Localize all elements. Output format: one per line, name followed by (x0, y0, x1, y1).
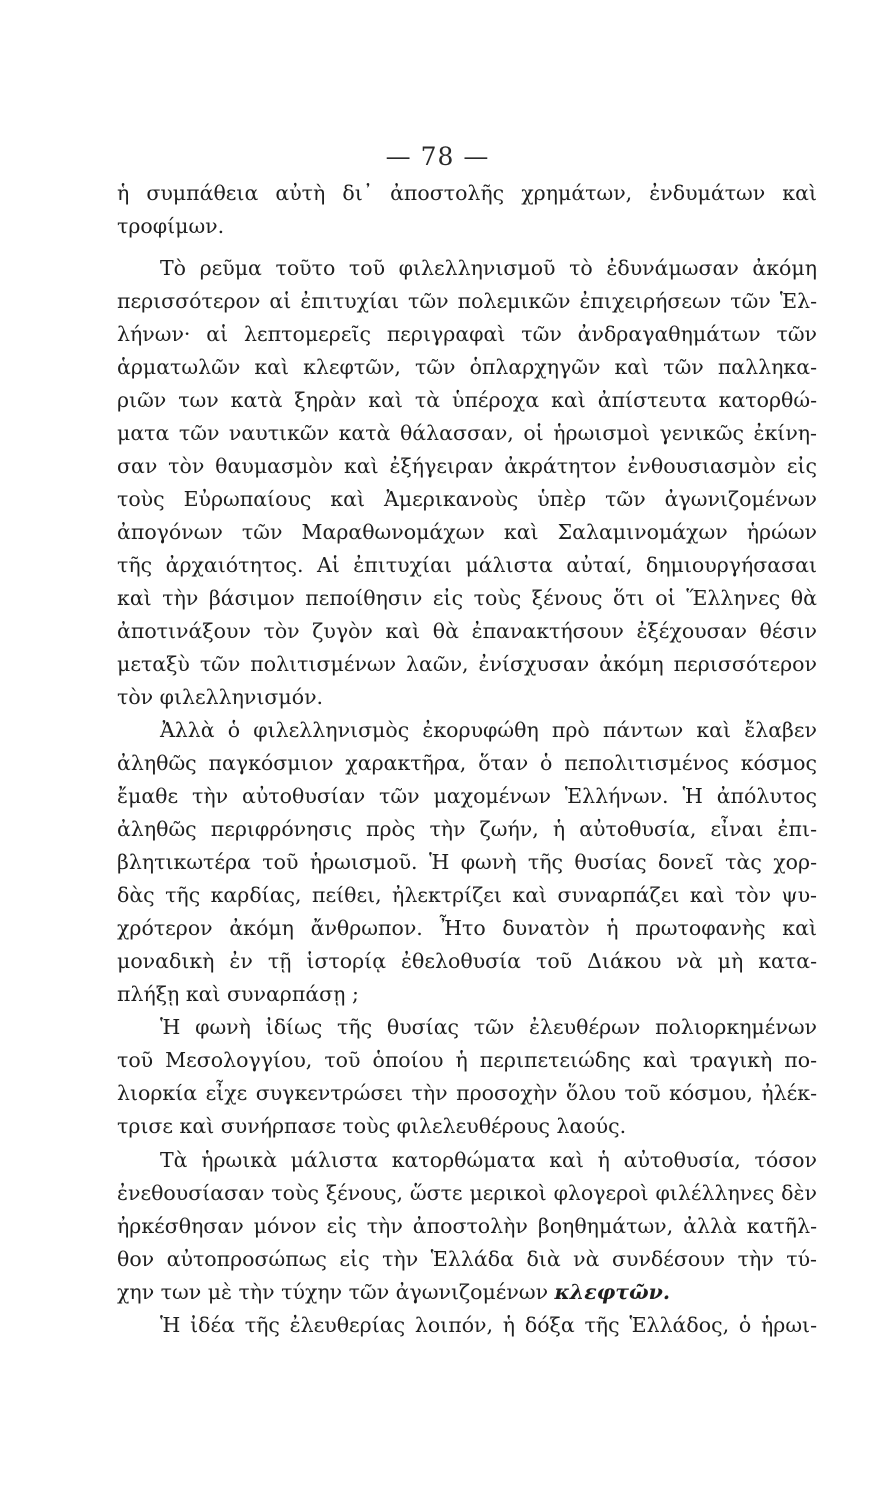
text-line: περισσότερον αἱ ἐπιτυχίαι τῶν πολεμικῶν ἐπιχειρήσεων τῶν Ἑλ- (117, 289, 817, 313)
text-line: ἀληθῶς παγκόσμιον χαρακτῆρα, ὅταν ὁ πεπολιτισμένος κόσμος (117, 751, 817, 775)
text-line-with-emphasis (117, 1282, 817, 1303)
text-line: τῆς ἀρχαιότητος. Αἱ ἐπιτυχίαι μάλιστα αὐταί, δημιουργήσασαι (117, 553, 817, 577)
paragraph-start-line: Τὰ ἡρωικὰ μάλιστα κατορθώματα καὶ ἡ αὐτοθυσία, τόσον (160, 1148, 817, 1172)
text-line: ἐνεθουσίασαν τοὺς ξένους, ὥστε μερικοὶ φλογεροὶ φιλέλληνες δὲν (117, 1181, 817, 1205)
text-line: καὶ τὴν βάσιμον πεποίθησιν εἰς τοὺς ξένους ὅτι οἱ Ἕλληνες θὰ (117, 586, 817, 610)
text-line: σαν τὸν θαυμασμὸν καὶ ἐξήγειραν ἀκράτητον ἐνθουσιασμὸν εἰς (117, 454, 817, 478)
emphasized-word: κλεφτῶν. (554, 1280, 670, 1304)
text-line: τὸν φιλελληνισμόν. (117, 685, 324, 709)
text-line: ἀπογόνων τῶν Μαραθωνομάχων καὶ Σαλαμινομάχων ἡρώων (117, 520, 817, 544)
text-line: ἡ συμπάθεια αὐτὴ δι᾽ ἀποστολῆς χρημάτων, ἐνδυμάτων καὶ (117, 181, 817, 205)
paragraph-start-line: Ἡ ἰδέα τῆς ἐλευθερίας λοιπόν, ἡ δόξα τῆς Ἑλλάδος, ὁ ἡρωι- (160, 1313, 817, 1337)
paragraph-start-line: Ἀλλὰ ὁ φιλελληνισμὸς ἐκορυφώθη πρὸ πάντων καὶ ἔλαβεν (160, 718, 817, 742)
text-line: ἠρκέσθησαν μόνον εἰς τὴν ἀποστολὴν βοηθημάτων, ἀλλὰ κατῆλ- (117, 1214, 817, 1238)
text-line: τροφίμων. (117, 214, 225, 238)
text-line: λιορκία εἶχε συγκεντρώσει τὴν προσοχὴν ὅλου τοῦ κόσμου, ἠλέκ- (117, 1081, 817, 1105)
text-span: χην των μὲ τὴν τύχην τῶν ἀγωνιζομένων (117, 1280, 555, 1304)
page-number: — 78 — (385, 142, 490, 171)
text-line: ἁρματωλῶν καὶ κλεφτῶν, τῶν ὁπλαρχηγῶν καὶ τῶν παλληκα- (117, 355, 817, 379)
text-line: ἀποτινάξουν τὸν ζυγὸν καὶ θὰ ἐπανακτήσουν ἐξέχουσαν θέσιν (117, 619, 817, 643)
text-line: πλήξῃ καὶ συναρπάσῃ ; (117, 982, 359, 1006)
text-line: ριῶν των κατὰ ξηρὰν καὶ τὰ ὑπέροχα καὶ ἀπίστευτα κατορθώ- (117, 388, 817, 412)
text-line: ἔμαθε τὴν αὐτοθυσίαν τῶν μαχομένων Ἑλλήνων. Ἡ ἀπόλυτος (117, 784, 817, 808)
text-line: χρότερον ἀκόμη ἄνθρωπον. Ἦτο δυνατὸν ἡ πρωτοφανὴς καὶ (117, 916, 817, 940)
text-line: μεταξὺ τῶν πολιτισμένων λαῶν, ἐνίσχυσαν ἀκόμη περισσότερον (117, 652, 817, 676)
text-line: μοναδικὴ ἐν τῇ ἱστορίᾳ ἐθελοθυσία τοῦ Διάκου νὰ μὴ κατα- (117, 949, 817, 973)
text-line: ἀληθῶς περιφρόνησις πρὸς τὴν ζωήν, ἡ αὐτοθυσία, εἶναι ἐπι- (117, 817, 817, 841)
paragraph-start-line: Τὸ ρεῦμα τοῦτο τοῦ φιλελληνισμοῦ τὸ ἐδυνάμωσαν ἀκόμη (160, 256, 817, 280)
paragraph-start-line: Ἡ φωνὴ ἰδίως τῆς θυσίας τῶν ἐλευθέρων πολιορκημένων (160, 1015, 817, 1039)
text-line: τοῦ Μεσολογγίου, τοῦ ὁποίου ἡ περιπετειώδης καὶ τραγικὴ πο- (117, 1048, 817, 1072)
text-line: τρισε καὶ συνήρπασε τοὺς φιλελευθέρους λαούς. (117, 1114, 627, 1138)
text-line: ματα τῶν ναυτικῶν κατὰ θάλασσαν, οἱ ἡρωισμοὶ γενικῶς ἐκίνη- (117, 421, 817, 445)
text-line: θον αὐτοπροσώπως εἰς τὴν Ἑλλάδα διὰ νὰ συνδέσουν τὴν τύ- (117, 1247, 817, 1271)
text-line: λήνων· αἱ λεπτομερεῖς περιγραφαὶ τῶν ἀνδραγαθημάτων τῶν (117, 322, 817, 346)
text-line: τοὺς Εὐρωπαίους καὶ Ἀμερικανοὺς ὑπὲρ τῶν ἀγωνιζομένων (117, 487, 817, 511)
text-line: δὰς τῆς καρδίας, πείθει, ἠλεκτρίζει καὶ συναρπάζει καὶ τὸν ψυ- (117, 883, 817, 907)
text-line: βλητικωτέρα τοῦ ἡρωισμοῦ. Ἡ φωνὴ τῆς θυσίας δονεῖ τὰς χορ- (117, 850, 817, 874)
